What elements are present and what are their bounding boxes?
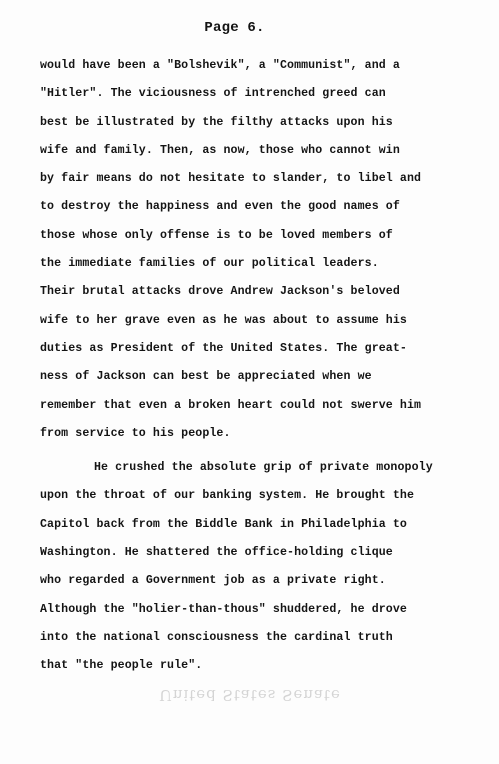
- text-line: He crushed the absolute grip of private monopoly: [94, 461, 433, 475]
- text-line: to destroy the happiness and even the good names of: [40, 200, 400, 214]
- text-line: Although the "holier-than-thous" shuddered, he drove: [40, 602, 407, 616]
- text-line: those whose only offense is to be loved members of: [40, 228, 393, 242]
- text-line: who regarded a Government job as a private right.: [40, 574, 386, 588]
- text-line: remember that even a broken heart could not swerve him: [40, 398, 422, 412]
- text-line: would have been a "Bolshevik", a "Communist", and a: [40, 59, 400, 72]
- text-line: Their brutal attacks drove Andrew Jackson's beloved: [40, 285, 400, 299]
- text-line: duties as President of the United States. The great-: [40, 341, 407, 355]
- page-number: Page 6.: [204, 20, 265, 36]
- text-line: from service to his people.: [40, 426, 231, 440]
- text-line: best be illustrated by the filthy attacks upon his: [40, 115, 393, 129]
- text-line: into the national consciousness the cardinal truth: [40, 630, 393, 644]
- letterhead-bleedthrough-watermark: United States Senate: [159, 686, 341, 704]
- text-line: ness of Jackson can best be appreciated when we: [40, 370, 372, 384]
- text-line: Washington. He shattered the office-holding clique: [40, 546, 393, 560]
- text-line: "Hitler". The viciousness of intrenched greed can: [40, 87, 386, 101]
- text-line: by fair means do not hesitate to slander, to libel and: [40, 172, 422, 186]
- text-line: upon the throat of our banking system. He brought the: [40, 489, 415, 503]
- text-line: that "the people rule".: [40, 659, 203, 673]
- text-line: wife and family. Then, as now, those who cannot win: [40, 143, 400, 157]
- text-line: Capitol back from the Biddle Bank in Philadelphia to: [40, 517, 407, 531]
- body-text: [40, 52, 485, 681]
- text-line: wife to her grave even as he was about to assume his: [40, 313, 407, 327]
- text-line: the immediate families of our political leaders.: [40, 257, 379, 271]
